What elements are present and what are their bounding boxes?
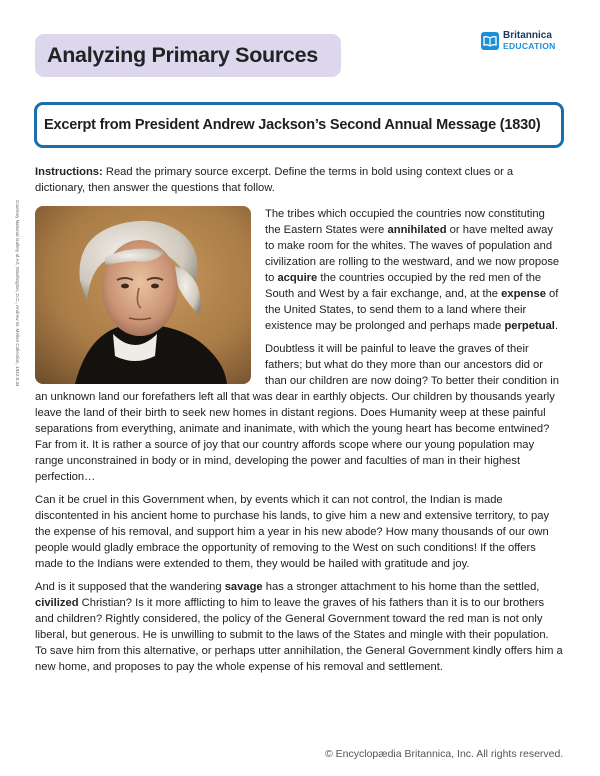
instructions-label: Instructions: xyxy=(35,166,103,178)
term-annihilated: annihilated xyxy=(387,224,447,236)
term-civilized: civilized xyxy=(35,597,79,609)
brand-name: Britannica xyxy=(503,30,552,41)
excerpt-body xyxy=(35,164,563,682)
paragraph-4: And is it supposed that the wandering savage has a stronger attachment to his home than the settled, civilized Christian? Is it more afflicting to him to leave the graves of his fathers than it is to our brothers and children? Rightly considered, the policy of the General Government toward the red man is not only liberal, but generous. He is unwilling to submit to the laws of the States and mingle with their population. To save him from this alternative, or perhaps utter annihilation, the General Government kindly offers him a new home, and proposes to pay the whole expense of his removal and settlement. xyxy=(35,581,563,673)
term-acquire: acquire xyxy=(277,272,318,284)
open-book-icon xyxy=(481,32,499,50)
page-title: Analyzing Primary Sources xyxy=(47,43,318,67)
brand-subtitle: EDUCATION xyxy=(503,41,556,51)
britannica-logo xyxy=(481,31,556,51)
copyright-footer: © Encyclopædia Britannica, Inc. All rights reserved. xyxy=(325,748,564,760)
instructions-text: Read the primary source excerpt. Define the terms in bold using context clues or a dictionary, then answer the questions that follow. xyxy=(35,166,514,194)
term-savage: savage xyxy=(224,581,263,593)
paragraph-1: The tribes which occupied the countries now constituting the Eastern States were annihilated or have melted away to make room for the whites. The waves of population and civilization are rolling to the westward, and we now propose to acquire the countries occupied by the red men of the South and West by a fair exchange, and, at the expense of the United States, to send them to a land where their existence may be prolonged and perhaps made perpetual. xyxy=(265,208,560,332)
image-credit: Courtesy National Gallery of Art, Washington, D.C., Andrew W. Mellon Collection, 1942.8.34 xyxy=(15,200,20,387)
document-title-box xyxy=(34,102,564,148)
paragraph-3: Can it be cruel in this Government when, by events which it can not control, the Indian is made discontented in his ancient home to purchase his lands, to give him a new and extensive territory, to pay the expense of his removal, and support him a year in his new abode? How many thousands of our own people would gladly embrace the opportunity of removing to the West on such conditions! If the offers made to the Indians were extended to them, they would be hailed with gratitude and joy. xyxy=(35,494,550,570)
term-expense: expense xyxy=(501,288,546,300)
paragraph-2: Doubtless it will be painful to leave the graves of their fathers; but what do they more than our ancestors did or than our children are now doing? To better their condition in an unknown land our forefathers left all that was dear in earthly objects. Our children by thousands yearly leave the land of their birth to seek new homes in distant regions. Does Humanity weep at these painful separations from everything, animate and inanimate, with which the young heart has become entwined? Far from it. It is rather a source of joy that our country affords scope where our young population may range unconstrained in body or in mind, developing the power and faculties of man in their highest perfection… xyxy=(35,343,559,483)
header-banner xyxy=(35,34,341,77)
instructions xyxy=(35,164,563,196)
term-perpetual: perpetual xyxy=(504,320,555,332)
andrew-jackson-portrait xyxy=(35,206,251,384)
document-title: Excerpt from President Andrew Jackson’s Second Annual Message (1830) xyxy=(44,117,541,133)
